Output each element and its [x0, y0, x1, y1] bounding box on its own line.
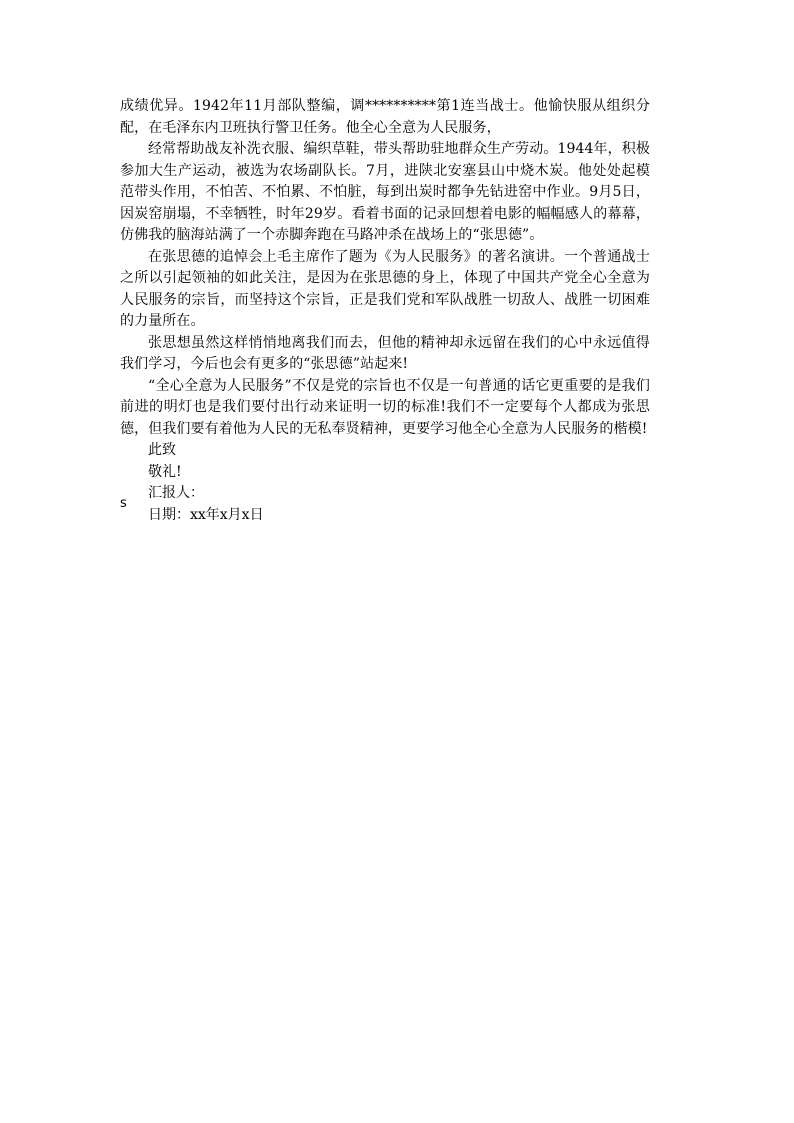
- paragraph-5: “全心全意为人民服务”不仅是党的宗旨也不仅是一句普通的话它更重要的是我们前进的明灯也是我们要付出行动来证明一切的标准!我们不一定要每个人都成为张思德，但我们要有着他为人民的无私奉贤精神，更要学习他全心全意为人民服务的楷模!: [120, 377, 650, 437]
- paragraph-1: 成绩优异。1942年11月部队整编，调**********第1连当战士。他愉快服从组织分配，在毛泽东内卫班执行警卫任务。他全心全意为人民服务，: [120, 98, 650, 136]
- closing-block: [120, 440, 650, 526]
- stray-mark: s: [120, 496, 127, 511]
- closing-salutation: 此致: [148, 442, 176, 458]
- document-body: [120, 96, 650, 526]
- paragraph-2: 经常帮助战友补洗衣服、编织草鞋，带头帮助驻地群众生产劳动。1944年，积极参加大生产运动，被选为农场副队长。7月，进陕北安塞县山中烧木炭。他处处起模范带头作用，不怕苦、不怕累、不怕脏，每到出炭时都争先钻进窑中作业。9月5日，因炭窑崩塌，不幸牺牲，时年29岁。看着书面的记录回想着电影的幅幅感人的幕幕，仿佛我的脑海站满了一个赤脚奔跑在马路冲杀在战场上的“张思德”。: [120, 141, 650, 243]
- closing-reporter: 汇报人：: [148, 485, 204, 501]
- closing-date: 日期：xx年x月x日: [148, 506, 264, 523]
- paragraph-4: 张思想虽然这样悄悄地离我们而去，但他的精神却永远留在我们的心中永远值得我们学习，今后也会有更多的“张思德”站起来!: [120, 334, 650, 372]
- paragraph-3: 在张思德的追悼会上毛主席作了题为《为人民服务》的著名演讲。一个普通战士之所以引起领袖的如此关注，是因为在张思德的身上，体现了中国共产党全心全意为人民服务的宗旨，而坚持这个宗旨，正是我们党和军队战胜一切敌人、战胜一切困难的力量所在。: [120, 248, 650, 329]
- closing-regards: 敬礼!: [148, 463, 182, 480]
